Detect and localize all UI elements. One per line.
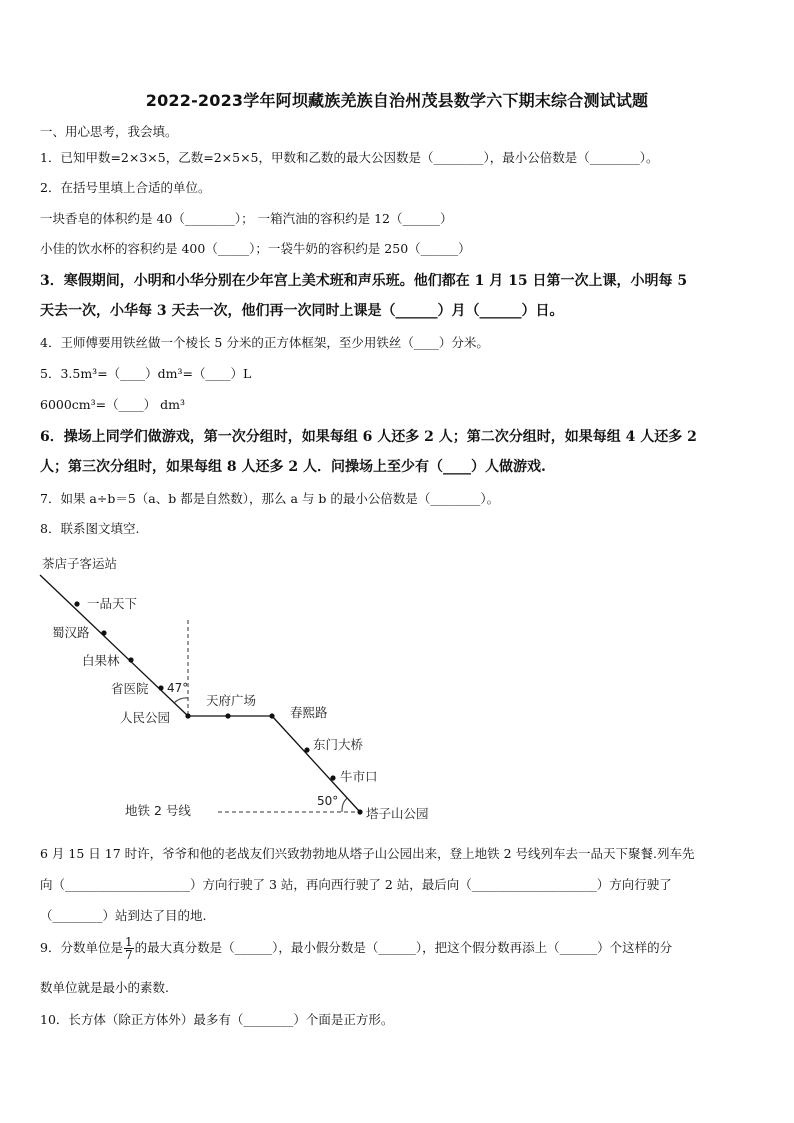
question-2-part-b: 小佳的饮水杯的容积约是 400（_____）；一袋牛奶的容积约是 250（______） — [40, 241, 471, 256]
station-label-tazishangongyuan: 塔子山公园 — [366, 806, 429, 821]
station-label-shengyiyuan: 省医院 — [111, 681, 149, 696]
question-8-text-line-3: （________）站到达了目的地. — [40, 908, 207, 923]
angle-arc-50 — [342, 798, 347, 812]
question-5-line-1: 5．3.5m³=（____）dm³=（____）L — [40, 366, 252, 381]
station-dot — [330, 775, 335, 780]
question-3-line-1: 3．寒假期间，小明和小华分别在少年宫上美术班和声乐班。他们都在 1 月 15 日第一次上课，小明每 5 — [40, 273, 688, 289]
metro-line-label: 地铁 2 号线 — [125, 803, 191, 818]
station-dot — [185, 713, 190, 718]
question-8-text-line-2: 向（____________________）方向行驶了 3 站，再向西行驶了 2 站，最后向（____________________）方向行驶了 — [40, 877, 672, 892]
station-label-chunxilu: 春熙路 — [290, 705, 328, 720]
question-2-part-a: 一块香皂的体积约是 40（________）； 一箱汽油的容积约是 12（______） — [40, 211, 453, 226]
station-label-shuhanlu: 蜀汉路 — [52, 625, 90, 640]
question-6-line-2: 人；第三次分组时，如果每组 8 人还多 2 人．问操场上至少有（____）人做游戏. — [40, 459, 546, 475]
question-1: 1．已知甲数=2×3×5，乙数=2×5×5，甲数和乙数的最大公因数是（________），最小公倍数是（________）。 — [40, 150, 659, 165]
station-label-dongmendaqiao: 东门大桥 — [313, 737, 364, 752]
station-dot — [101, 630, 106, 635]
question-5-line-2: 6000cm³=（____） dm³ — [40, 397, 185, 412]
station-label-tianfuguangchang: 天府广场 — [206, 693, 257, 708]
question-9-line-1 — [40, 936, 672, 961]
station-label-niushikou: 牛市口 — [340, 769, 378, 784]
question-2: 2．在括号里填上合适的单位。 — [40, 180, 211, 195]
question-8-text-line-1: 6 月 15 日 17 时许，爷爷和他的老战友们兴致勃勃地从塔子山公园出来，登上地铁 2 号线列车去一品天下聚餐.列车先 — [40, 846, 695, 861]
station-label-yipintianxia: 一品天下 — [87, 596, 138, 611]
station-dot — [269, 713, 274, 718]
fraction-denominator: 7 — [124, 948, 133, 962]
angle-label-47: 47° — [167, 681, 189, 695]
question-8: 8．联系图文填空. — [40, 521, 140, 536]
route-segment-3 — [272, 716, 360, 812]
question-3-line-2: 天去一次，小华每 3 天去一次，他们再一次同时上课是（______）月（______）日。 — [40, 303, 564, 319]
station-label-chadianzi: 茶店子客运站 — [42, 556, 118, 571]
question-6-line-1: 6．操场上同学们做游戏，第一次分组时，如果每组 6 人还多 2 人；第二次分组时，如果每组 4 人还多 2 — [40, 429, 697, 445]
question-9-prefix: 9．分数单位是 — [40, 940, 123, 955]
station-dot — [357, 809, 362, 814]
station-label-renmingongyuan: 人民公园 — [120, 710, 171, 725]
fraction-numerator: 1 — [124, 935, 133, 949]
station-dot — [225, 713, 230, 718]
station-label-baiguolin: 白果林 — [82, 653, 120, 668]
station-dot — [158, 685, 163, 690]
angle-arc-47 — [174, 698, 188, 703]
station-dot — [304, 747, 309, 752]
question-7: 7．如果 a÷b＝5（a、b 都是自然数），那么 a 与 b 的最小公倍数是（________）。 — [40, 491, 500, 506]
section-heading: 一、用心思考，我会填。 — [40, 124, 178, 139]
station-dot — [74, 601, 79, 606]
station-dot — [128, 657, 133, 662]
question-10: 10．长方体（除正方体外）最多有（________）个面是正方形。 — [40, 1012, 394, 1027]
question-9-line-2: 数单位就是最小的素数. — [40, 980, 169, 995]
question-9-suffix: 的最大真分数是（______），最小假分数是（______），把这个假分数再添上（______）个这样的分 — [134, 940, 673, 955]
metro-line-map — [0, 540, 794, 840]
angle-label-50: 50° — [317, 794, 339, 808]
question-4: 4．王师傅要用铁丝做一个棱长 5 分米的正方体框架，至少用铁丝（____）分米。 — [40, 335, 489, 350]
fraction-one-seventh — [124, 936, 134, 961]
page-title: 2022-2023学年阿坝藏族羌族自治州茂县数学六下期末综合测试试题 — [145, 91, 649, 110]
